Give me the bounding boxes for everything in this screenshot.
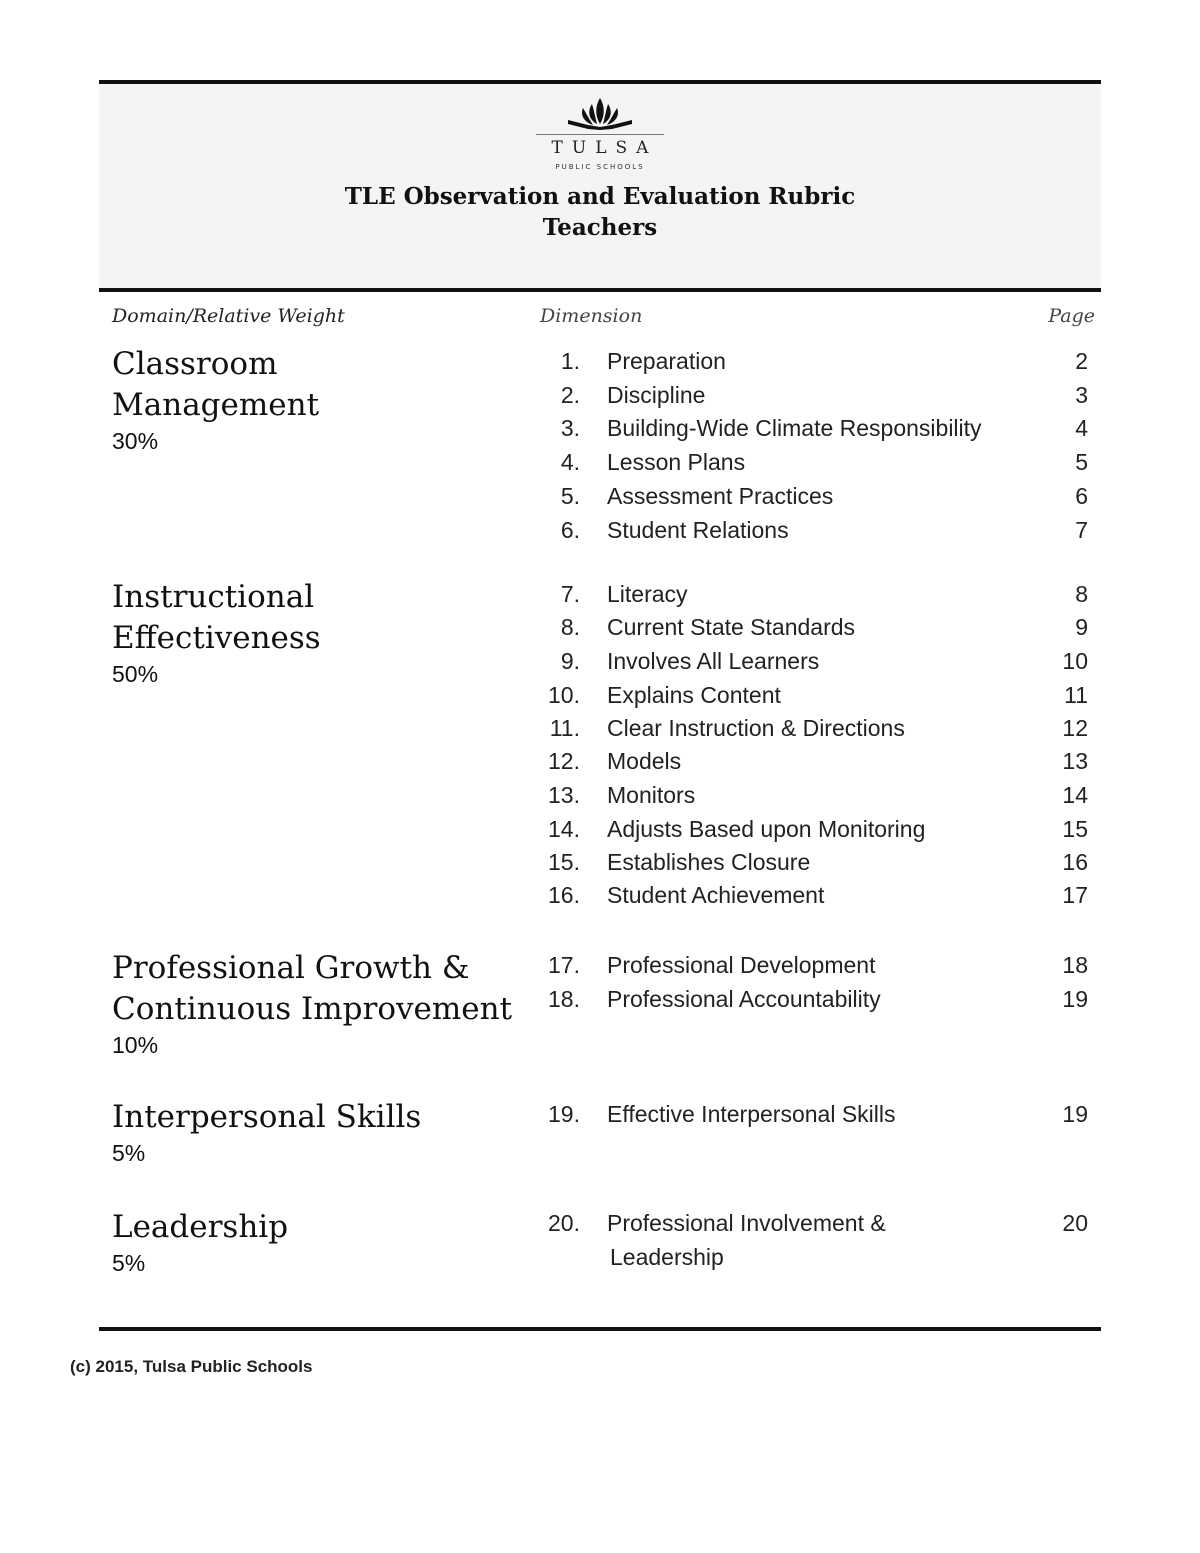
dimension-number: 19.	[548, 1101, 580, 1127]
domain-weight: 5%	[112, 1250, 146, 1276]
dimension-label: Building-Wide Climate Responsibility	[607, 415, 982, 441]
dimension-number: 10.	[548, 682, 580, 708]
domain-weight: 50%	[112, 661, 159, 687]
dimension-row	[540, 513, 1090, 547]
dimension-label: Professional Development	[607, 952, 876, 978]
dimension-number: 2.	[560, 382, 580, 408]
dimension-row	[540, 878, 1090, 912]
domain-classroom-management	[112, 344, 532, 456]
column-header-domain: Domain/Relative Weight	[112, 305, 345, 327]
domain-leadership	[112, 1207, 532, 1278]
dimension-row	[540, 479, 1090, 513]
dimension-row	[540, 845, 1090, 879]
dimension-number: 3.	[560, 415, 580, 441]
tulsa-logo	[535, 94, 665, 184]
dimension-label: Preparation	[607, 348, 726, 374]
dimension-number: 12.	[548, 748, 580, 774]
dimension-label: Establishes Closure	[607, 849, 811, 875]
dimension-page: 17	[1062, 882, 1088, 908]
dimension-row	[540, 812, 1090, 846]
dimension-row	[540, 982, 1090, 1016]
dimension-row	[540, 344, 1090, 378]
dimension-page: 12	[1062, 715, 1088, 741]
dimension-label: Lesson Plans	[607, 449, 746, 475]
dimension-number: 20.	[548, 1210, 580, 1236]
dimension-row	[540, 948, 1090, 982]
domain-name: Management	[112, 387, 320, 423]
column-header-dimension: Dimension	[540, 305, 643, 327]
dimension-label-line: Leadership	[610, 1244, 724, 1270]
dimension-number: 11.	[549, 715, 580, 741]
dimension-number: 4.	[560, 449, 580, 475]
dimension-number: 16.	[548, 882, 580, 908]
dimension-page: 4	[1075, 415, 1088, 441]
domain-weight: 30%	[112, 428, 159, 454]
dimension-label	[607, 1206, 1027, 1274]
domain-professional-growth	[112, 948, 532, 1060]
dimension-row	[540, 1097, 1090, 1131]
domain-name: Classroom	[112, 346, 278, 382]
dimension-row	[540, 678, 1090, 712]
dimension-row	[540, 610, 1090, 644]
dimension-label: Current State Standards	[607, 614, 856, 640]
dimension-label: Discipline	[607, 382, 706, 408]
copyright-footer: (c) 2015, Tulsa Public Schools	[70, 1357, 313, 1376]
dimension-row	[540, 378, 1090, 412]
column-header-page: Page	[1048, 305, 1095, 327]
dimension-number: 14.	[548, 816, 580, 842]
dimension-number: 1.	[560, 348, 580, 374]
dimension-page: 15	[1062, 816, 1088, 842]
dimension-page: 18	[1062, 952, 1088, 978]
dimension-label: Explains Content	[607, 682, 781, 708]
dimension-label: Student Achievement	[607, 882, 825, 908]
dimension-page: 20	[1062, 1210, 1088, 1236]
dimension-page: 13	[1062, 748, 1088, 774]
dimension-page: 8	[1075, 581, 1088, 607]
domain-name: Professional Growth &	[112, 950, 470, 986]
lotus-book-icon	[562, 94, 638, 130]
dimension-number: 9.	[560, 648, 580, 674]
dimension-label: Effective Interpersonal Skills	[607, 1101, 896, 1127]
dimension-row	[540, 744, 1090, 778]
dimension-label: Involves All Learners	[607, 648, 820, 674]
domain-weight: 5%	[112, 1140, 146, 1166]
dimension-page: 14	[1062, 782, 1088, 808]
dimension-row	[540, 445, 1090, 479]
dimension-page: 7	[1075, 517, 1088, 543]
domain-weight: 10%	[112, 1032, 159, 1058]
dimension-page: 19	[1062, 986, 1088, 1012]
dimension-label: Models	[607, 748, 682, 774]
dimension-label: Assessment Practices	[607, 483, 834, 509]
dimension-row	[540, 711, 1090, 745]
dimension-page: 3	[1075, 382, 1088, 408]
dimension-label: Clear Instruction & Directions	[607, 715, 905, 741]
domain-instructional-effectiveness	[112, 577, 532, 689]
dimension-page: 9	[1075, 614, 1088, 640]
logo-subtitle: PUBLIC SCHOOLS	[555, 163, 645, 171]
dimension-number: 8.	[560, 614, 580, 640]
dimension-label: Literacy	[607, 581, 688, 607]
dimension-label: Monitors	[607, 782, 696, 808]
dimension-row	[540, 778, 1090, 812]
bottom-rule	[99, 1327, 1101, 1331]
document-subtitle: Teachers	[542, 214, 658, 241]
dimension-row	[540, 1206, 1090, 1274]
document-title: TLE Observation and Evaluation Rubric	[344, 183, 856, 210]
domain-name: Instructional Effectiveness	[112, 579, 321, 656]
header-rule	[99, 288, 1101, 292]
dimension-label: Adjusts Based upon Monitoring	[607, 816, 926, 842]
dimension-page: 5	[1075, 449, 1088, 475]
dimension-page: 11	[1064, 682, 1088, 708]
logo-divider	[536, 134, 664, 135]
dimension-number: 13.	[548, 782, 580, 808]
dimension-page: 10	[1062, 648, 1088, 674]
dimension-row	[540, 644, 1090, 678]
domain-name: Continuous Improvement	[112, 991, 513, 1027]
dimension-page: 2	[1075, 348, 1088, 374]
dimension-row	[540, 577, 1090, 611]
dimension-label: Professional Accountability	[607, 986, 881, 1012]
dimension-number: 15.	[548, 849, 580, 875]
dimension-page: 6	[1075, 483, 1088, 509]
domain-name: Interpersonal Skills	[112, 1099, 422, 1135]
dimension-number: 5.	[560, 483, 580, 509]
logo-wordmark: TULSA	[551, 138, 658, 158]
domain-interpersonal-skills	[112, 1097, 532, 1168]
dimension-row	[540, 411, 1090, 445]
dimension-label: Student Relations	[607, 517, 789, 543]
dimension-number: 17.	[548, 952, 580, 978]
dimension-number: 6.	[560, 517, 580, 543]
dimension-number: 7.	[560, 581, 580, 607]
domain-name: Leadership	[112, 1209, 289, 1245]
dimension-number: 18.	[548, 986, 580, 1012]
dimension-page: 19	[1062, 1101, 1088, 1127]
dimension-label-line: Professional Involvement &	[607, 1210, 886, 1236]
dimension-page: 16	[1062, 849, 1088, 875]
